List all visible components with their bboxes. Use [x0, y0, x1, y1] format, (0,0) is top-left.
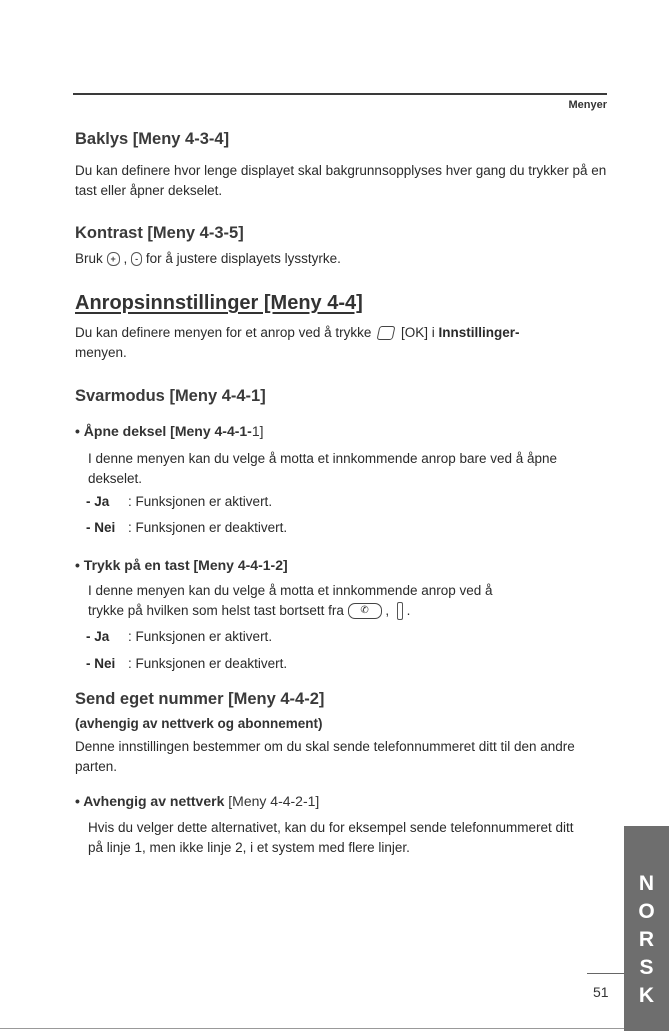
trykk-ja-key: - Ja [86, 629, 110, 644]
anrop-body [75, 323, 610, 363]
apne-label-tail: 1] [251, 423, 264, 439]
page-number: 51 [593, 984, 609, 1000]
side-tab-letter: O [638, 900, 655, 923]
soft-key-icon [377, 326, 396, 340]
trykk-nei-key: - Nei [86, 656, 116, 671]
svarmodus-title: Svarmodus [Meny 4-4-1] [75, 387, 266, 405]
apne-ja [86, 494, 272, 509]
trykk-bullet: • Trykk på en tast [Meny 4-4-1-2] [75, 557, 288, 573]
anrop-body-c: menyen. [75, 345, 127, 360]
avh-label-tail: [Meny 4-4-2-1] [228, 793, 320, 809]
baklys-title: Baklys [Meny 4-3-4] [75, 130, 230, 148]
section-label: Menyer [568, 99, 607, 111]
side-tab-letter: S [639, 956, 654, 979]
trykk-label: Trykk på en tast [Meny 4-4-1-2] [83, 557, 288, 573]
apne-nei-val: : Funksjonen er deaktivert. [128, 520, 288, 535]
language-side-tab [624, 826, 669, 1031]
apne-nei [86, 520, 287, 535]
volume-down-key-icon: - [131, 252, 142, 266]
side-tab-letter: N [638, 872, 655, 895]
baklys-body: Du kan definere hvor lenge displayet skal bakgrunnsopplyses hver gang du trykker på en tast eller åpner dekselet. [75, 163, 607, 198]
page-number-rule [587, 973, 624, 974]
apne-body: I denne menyen kan du velge å motta et innkommende anrop bare ved å åpne dekselet. [88, 451, 558, 486]
bottom-rule [0, 1028, 624, 1029]
side-tab-letter: R [638, 928, 655, 951]
trykk-body-a: I denne menyen kan du velge å motta et innkommende anrop ved å [88, 583, 493, 598]
avh-body: Hvis du velger dette alternativet, kan du for eksempel sende telefonnummeret ditt på linje 1, men ikke linje 2, i et system med flere linjer. [88, 820, 574, 855]
kontrast-body: Bruk + , - for å justere displayets lysstyrke. [75, 251, 341, 266]
apne-label: Åpne deksel [Meny 4-4-1- [83, 423, 252, 439]
kontrast-suffix: for å justere displayets lysstyrke. [145, 251, 341, 266]
trykk-body-b: trykke på hvilken som helst tast bortsett fra [88, 603, 344, 618]
avh-label: Avhengig av nettverk [83, 793, 225, 809]
apne-bullet: • Åpne deksel [Meny 4-4-1-1] [75, 423, 264, 439]
anrop-title: Anropsinnstillinger [Meny 4-4] [75, 292, 363, 314]
header-rule [73, 93, 607, 95]
trykk-ja [86, 629, 272, 644]
trykk-nei-val: : Funksjonen er deaktivert. [128, 656, 288, 671]
trykk-ja-val: : Funksjonen er aktivert. [128, 629, 273, 644]
volume-up-key-icon: + [107, 252, 120, 266]
side-key-icon [397, 602, 403, 620]
trykk-nei [86, 656, 287, 671]
trykk-body: I denne menyen kan du velge å motta et innkommende anrop ved å trykke på hvilken som helst tast bortsett fra ✆ , . [88, 581, 610, 621]
end-key-icon: ✆ [348, 603, 382, 619]
send-body: Denne innstillingen bestemmer om du skal sende telefonnummeret ditt til den andre parten. [75, 739, 575, 774]
send-subtitle: (avhengig av nettverk og abonnement) [75, 716, 323, 731]
apne-nei-key: - Nei [86, 520, 116, 535]
send-title: Send eget nummer [Meny 4-4-2] [75, 690, 325, 708]
kontrast-title: Kontrast [Meny 4-3-5] [75, 224, 244, 242]
anrop-body-b: [OK] i [400, 325, 435, 340]
avh-bullet: • Avhengig av nettverk [Meny 4-4-2-1] [75, 793, 320, 809]
apne-ja-key: - Ja [86, 494, 110, 509]
anrop-body-bold: Innstillinger- [438, 325, 520, 340]
side-tab-letter: K [638, 984, 655, 1007]
apne-ja-val: : Funksjonen er aktivert. [128, 494, 273, 509]
anrop-body-a: Du kan definere menyen for et anrop ved å trykke [75, 325, 372, 340]
kontrast-prefix: Bruk [75, 251, 103, 266]
